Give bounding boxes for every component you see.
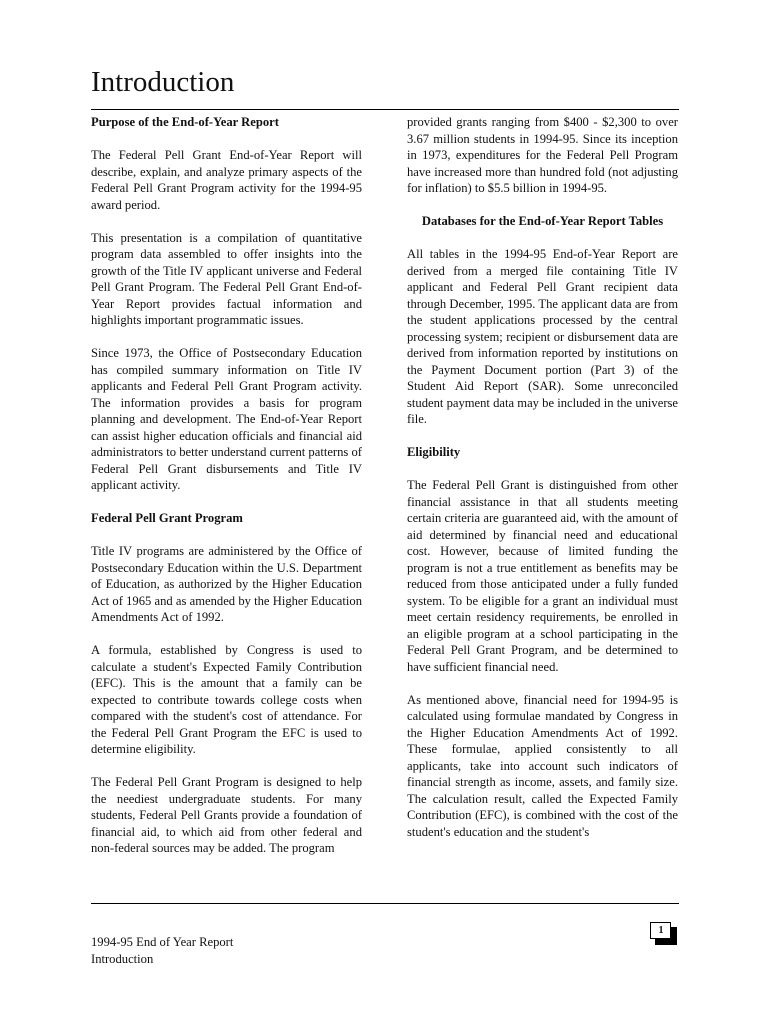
footer: [91, 934, 233, 967]
section-heading-program: Federal Pell Grant Program: [91, 511, 243, 525]
page-number: 1: [658, 925, 664, 936]
section-heading-purpose: Purpose of the End-of-Year Report: [91, 115, 279, 129]
paragraph: This presentation is a compilation of quantitative program data assembled to offer insights into the growth of the Title IV applicant universe and Federal Pell Grant Program. The Federal Pell Grant End-of-Year Report provides factual information and highlights important programmatic issues.: [91, 230, 362, 327]
section-heading-databases: Databases for the End-of-Year Report Tables: [421, 214, 664, 228]
section-heading-eligibility: Eligibility: [407, 445, 461, 459]
right-column: [407, 114, 678, 857]
paragraph: provided grants ranging from $400 - $2,300 to over 3.67 million students in 1994-95. Since its inception in 1973, expenditures for the Federal Pell Program have increased more than hundred fold (not adjusting for inflation) to $5.5 billion in 1994-95.: [407, 115, 678, 195]
paragraph: Since 1973, the Office of Postsecondary Education has compiled summary information on Title IV applicants and Federal Pell Grant Program activity. The information provides a basis for program planning and development. The End-of-Year Report can assist higher education officials and financial aid administrators to better understand current patterns of Federal Pell Grant disbursements and Title IV applicant activity.: [91, 346, 362, 492]
footer-section-name: Introduction: [91, 951, 154, 966]
left-column: [91, 114, 362, 873]
paragraph: All tables in the 1994-95 End-of-Year Report are derived from a merged file containing Title IV applicant and Federal Pell Grant recipient data through December, 1995. The applicant data are from the student applications processed by the central processing system; recipient or disbursement data are derived from information reported by institutions on the Payment Document portion (Part 3) of the Student Aid Report (SAR). Some unreconciled student payment data may be included in the universe file.: [407, 247, 678, 426]
paragraph: Title IV programs are administered by the Office of Postsecondary Education within the U.S. Department of Education, as authorized by the Higher Education Act of 1965 and as amended by the Higher Education Amendments Act of 1992.: [91, 544, 362, 624]
paragraph: The Federal Pell Grant Program is designed to help the neediest undergraduate students. For many students, Federal Pell Grants provide a foundation of financial aid, to which aid from other federal and non-federal sources may be added. The program: [91, 775, 362, 855]
footer-report-title: 1994-95 End of Year Report: [91, 935, 234, 949]
paragraph: A formula, established by Congress is used to calculate a student's Expected Family Contribution (EFC). This is the amount that a family can be expected to contribute towards college costs when compared with the student's cost of attendance. For the Federal Pell Grant Program the EFC is used to determine eligibility.: [91, 643, 362, 756]
footer-divider: [91, 903, 679, 904]
paragraph: The Federal Pell Grant End-of-Year Report will describe, explain, and analyze primary aspects of the Federal Pell Grant Program activity for the 1994-95 award period.: [91, 148, 362, 212]
page-number-badge: [650, 922, 678, 946]
paragraph: The Federal Pell Grant is distinguished from other financial assistance in that all students meeting certain criteria are guaranteed aid, with the amount of aid determined by financial need and educational cost. However, because of limited funding the program is not a true entitlement as benefits may be reduced from those anticipated under a fully funded system. To be eligible for a grant an individual must meet certain residency requirements, be enrolled in an eligible program at a school participating in the Federal Pell Grant Program, and be determined to have sufficient financial need.: [407, 478, 678, 674]
page-title: Introduction: [91, 66, 235, 98]
header-divider: [91, 109, 679, 110]
paragraph: As mentioned above, financial need for 1994-95 is calculated using formulae mandated by Congress in the Higher Education Amendments Act of 1992. These formulae, applied consistently to all applicants, take into account such indicators of financial strength as income, assets, and family size. The calculation result, called the Expected Family Contribution (EFC), is combined with the cost of the student's education and the student's: [407, 692, 678, 839]
